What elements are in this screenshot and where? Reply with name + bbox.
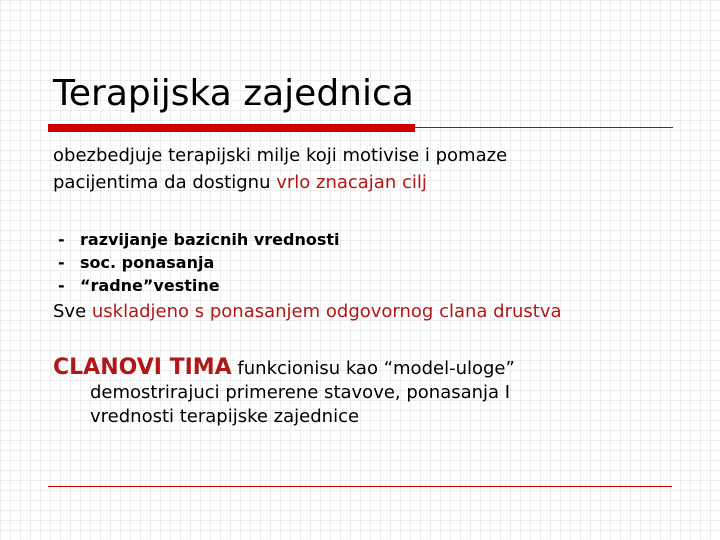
list-item [58, 274, 340, 297]
team-text-plain: funkcionisu kao “model-uloge” [231, 358, 515, 379]
list-item-text: razvijanje bazicnih vrednosti [80, 230, 340, 249]
team-detail-line-2: vrednosti terapijske zajednice [90, 406, 360, 427]
intro-line-2 [53, 169, 507, 196]
intro-text [53, 142, 507, 196]
title-underline-thin [415, 127, 673, 128]
team-detail-line-1: demostrirajuci primerene stavove, ponasanja I [90, 382, 511, 403]
footer-rule [48, 486, 672, 487]
list-item-text: “radne”vestine [80, 276, 220, 295]
team-text [53, 355, 515, 382]
slide-title: Terapijska zajednica [53, 73, 414, 114]
intro-line-1: obezbedjuje terapijski milje koji motivise i pomaze [53, 145, 508, 166]
dash-marker: - [58, 230, 65, 249]
intro-line-2-text: pacijentima da dostignu [53, 172, 277, 193]
team-detail [90, 381, 510, 429]
intro-highlight: vrlo znacajan cilj [276, 172, 427, 193]
list-item [58, 228, 340, 251]
dash-marker: - [58, 253, 65, 272]
list-item-text: soc. ponasanja [80, 253, 215, 272]
team-heading: CLANOVI TIMA [53, 355, 232, 380]
dash-list [58, 228, 340, 297]
summary-plain: Sve [53, 301, 92, 322]
summary-text [53, 299, 562, 325]
summary-highlight: uskladjeno s ponasanjem odgovornog clana drustva [91, 301, 562, 322]
dash-marker: - [58, 276, 65, 295]
title-underline-thick [48, 124, 415, 132]
list-item [58, 251, 340, 274]
